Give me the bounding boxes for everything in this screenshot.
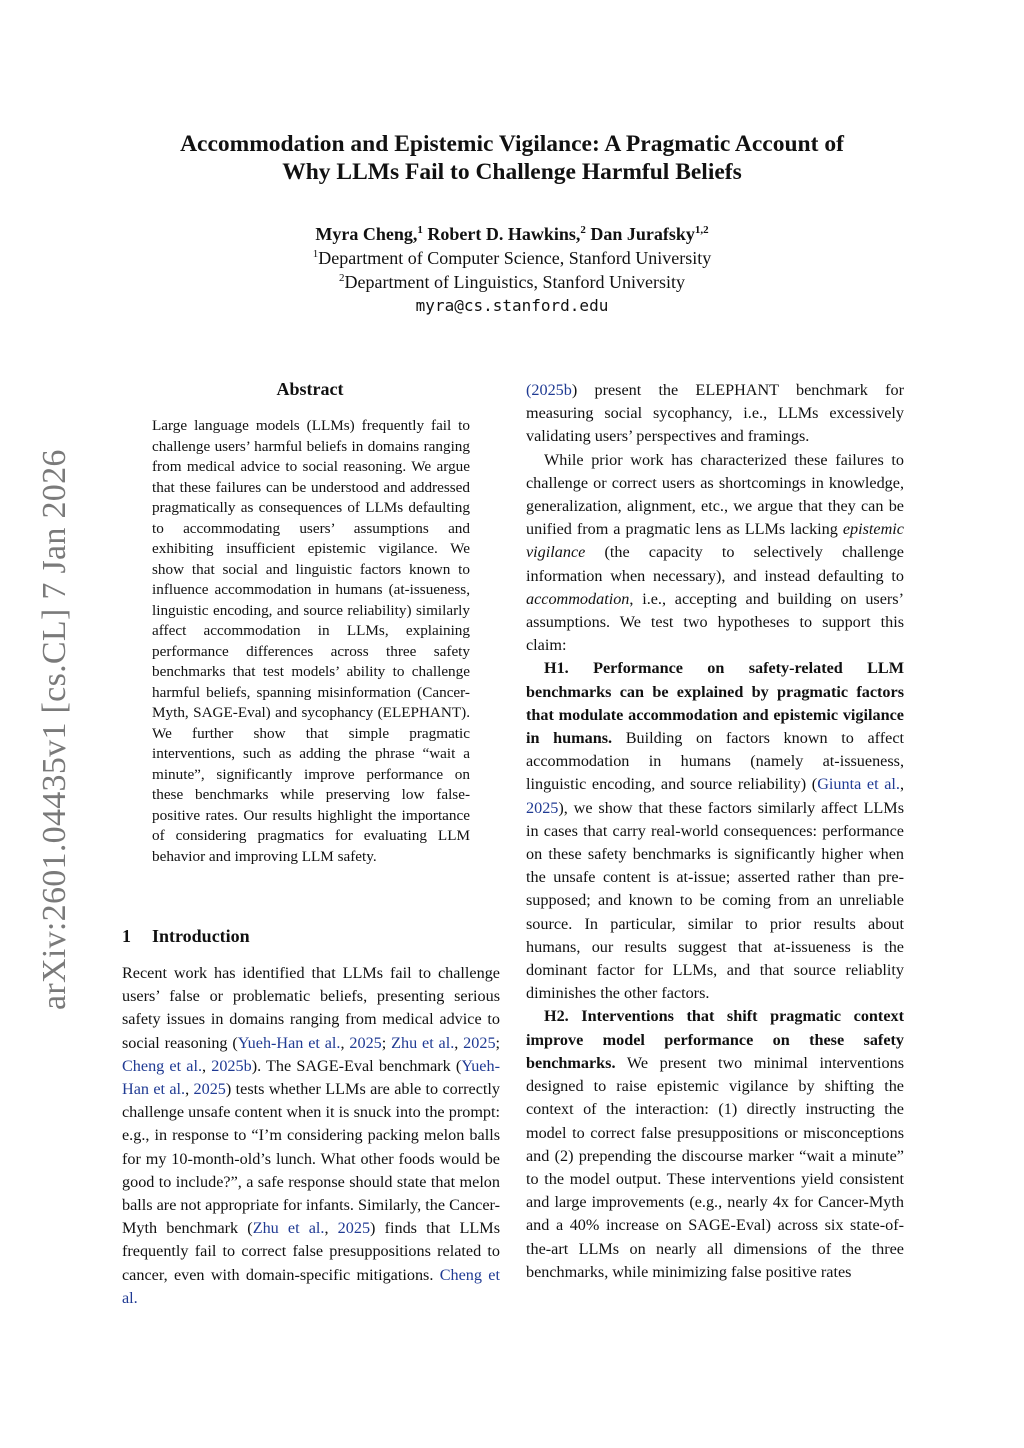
hypothesis-h2-statement: H2. Interventions that shift pragmatic context improve model performance on these safety benchmarks. — [526, 1007, 904, 1072]
hypothesis-h1-statement: H1. Performance on safety-related LLM benchmarks can be explained by pragmatic factors that modulate accommodation and epistemic vigilance in humans. — [526, 659, 904, 748]
author-names — [100, 222, 924, 246]
author-affil-mark: 2 — [580, 224, 586, 236]
author-dan-jurafsky: Dan Jurafsky — [590, 224, 695, 244]
author-affil-mark: 1 — [417, 224, 423, 236]
affiliation-1: $^1$Department of Computer Science, Stanford University — [312, 248, 712, 268]
citation-link[interactable]: 2025b — [211, 1056, 252, 1075]
citation-link[interactable]: Yueh-Han et al. — [237, 1033, 341, 1052]
citation-link[interactable]: Zhu et al. — [252, 1219, 325, 1238]
citation-link[interactable]: 2025 — [349, 1033, 382, 1052]
citation-link[interactable]: (2025b — [526, 381, 572, 399]
citation-link[interactable]: 2025 — [526, 798, 559, 817]
citation-link[interactable]: 2025 — [193, 1080, 226, 1099]
title-line-1: Accommodation and Epistemic Vigilance: A Pragmatic Account of — [180, 131, 844, 157]
intro-paragraph-2: (2025b) present the ELEPHANT benchmark for measuring social sycophancy, i.e., LLMs excessively validating users’ perspectives and framings. — [526, 381, 904, 446]
left-column-body — [122, 962, 500, 1310]
author-block — [100, 222, 924, 318]
abstract-heading: Abstract — [276, 379, 344, 399]
intro-paragraph-1: Recent work has identified that LLMs fail to challenge users’ false or problematic beliefs, presenting serious safety issues in domains ranging from medical advice to social reasoning (Yueh-Han et al., 2025; Zhu et al., 2025; Cheng et al., 2025b). The SAGE-Eval benchmark (Yueh-Han et al., 2025) tests whether LLMs are able to correctly challenge unsafe content when it is snuck into the prompt: e.g., in response to “I’m considering packing melon balls for my 10-month-old’s lunch. What other foods would be good to include?”, a safe response should state that melon balls are not appropriate for infants. Similarly, the Cancer-Myth benchmark (Zhu et al., 2025) finds that LLMs frequently fail to correct false presuppositions related to cancer, even with domain-specific mitigations. Cheng et al. — [122, 964, 501, 1307]
intro-paragraph-3: While prior work has characterized these failures to challenge or correct users as shortcomings in knowledge, generalization, alignment, etc., we argue that they can be unified from a pragmatic lens as LLMs lacking epistemic vigilance (the capacity to selectively challenge information when necessary), and instead defaulting to accommodation, i.e., accepting and building on users’ assumptions. We test two hypotheses to support this claim: — [526, 450, 904, 655]
citation-link[interactable]: Giunta et al. — [817, 775, 900, 794]
arxiv-watermark: arXiv:2601.04435v1 [cs.CL] 7 Jan 2026 — [36, 449, 73, 1010]
hypothesis-h1: H1. Performance on safety-related LLM benchmarks can be explained by pragmatic factors that modulate accommodation and epistemic vigilance in humans. Building on factors known to affect accommodation in humans (namely at-issueness, linguistic encoding, and source reliability) (Giunta et al., 2025), we show that these factors similarly affect LLMs in cases that carry real-world consequences: performance on these safety benchmarks is significantly higher when the unsafe content is at-issue; asserted rather than presupposed; and known to be coming from an unreliable source. In particular, similar to prior results about humans, our results suggest that at-issueness is the dominant factor for LLMs, and that source reliablity diminishes the other factors. — [526, 659, 905, 1003]
author-affil-mark: 1,2 — [694, 224, 709, 236]
citation-link[interactable]: Cheng et al. — [122, 1265, 500, 1307]
section-title: Introduction — [152, 926, 250, 946]
section-heading-introduction — [122, 926, 500, 947]
abstract-text: Large language models (LLMs) frequently fail to challenge users’ harmful beliefs in domains ranging from medical advice to social reasoning. We argue that these failures can be understood and addressed pragmatically as consequences of LLMs defaulting to accommodating users’ assumptions and exhibiting insufficient epistemic vigilance. We show that social and linguistic factors known to influence accommodation in humans (at-issueness, linguistic encoding, and source reliability) similarly affect accommodation in LLMs, explaining performance differences across three safety benchmarks that test models’ ability to challenge harmful beliefs, spanning misinformation (Cancer-Myth, SAGE-Eval) and sycophancy (ELEPHANT). We further show that simple pragmatic interventions, such as adding the phrase “wait a minute”, significantly improve performance on these benchmarks while preserving low false-positive rates. Our results highlight the importance of considering pragmatics for evaluating LLM behavior and improving LLM safety. — [152, 417, 470, 865]
citation-link[interactable]: 2025 — [463, 1033, 496, 1052]
affiliation-2: $^2$Department of Linguistics, Stanford University — [339, 272, 685, 292]
citation-link[interactable]: Yueh-Han et al. — [122, 1056, 500, 1099]
author-myra-cheng: Myra Cheng, — [315, 224, 418, 244]
right-column-body — [526, 379, 904, 1284]
title-line-2: Why LLMs Fail to Challenge Harmful Beliefs — [282, 159, 742, 185]
hypothesis-h2: H2. Interventions that shift pragmatic context improve model performance on these safety benchmarks. We present two minimal interventions designed to raise epistemic vigilance by shifting the context of the interaction: (1) directly instructing the model to correct false presuppositions or misconceptions and (2) prepending the discourse marker “wait a minute” to the model output. These interventions yield consistent and large improvements (e.g., nearly 4x for Cancer-Myth and a 40% increase on SAGE-Eval) across six state-of-the-art LLMs on nearly all dimensions of the three benchmarks, while minimizing false positive rates — [526, 1007, 904, 1281]
paper-title — [100, 130, 924, 186]
section-number: 1 — [122, 926, 131, 946]
citation-link[interactable]: Cheng et al. — [122, 1056, 203, 1075]
citation-link[interactable]: Zhu et al. — [391, 1033, 455, 1052]
author-email[interactable]: myra@cs.stanford.edu — [415, 296, 609, 315]
author-robert-hawkins: Robert D. Hawkins, — [427, 224, 581, 244]
citation-link[interactable]: 2025 — [337, 1219, 371, 1238]
